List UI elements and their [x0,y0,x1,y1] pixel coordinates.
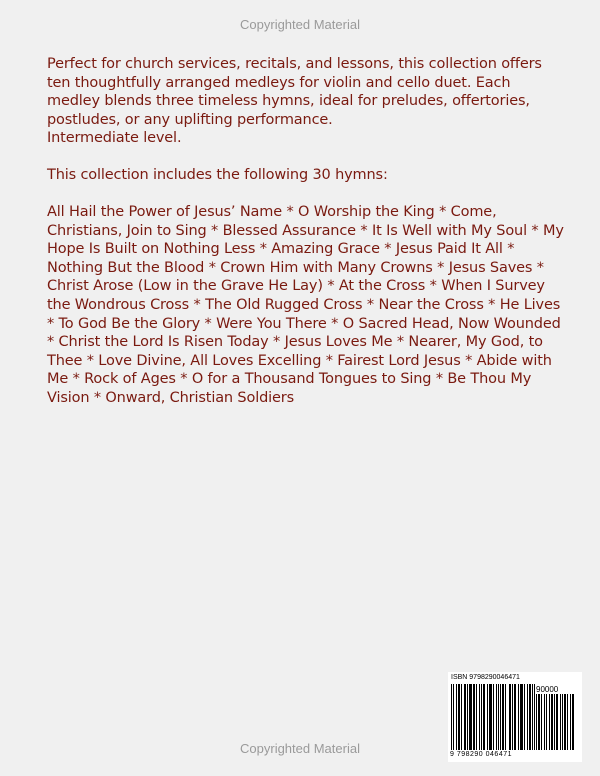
copyright-watermark-top: Copyrighted Material [240,17,360,32]
includes-heading: This collection includes the following 30 hymns: [47,167,388,183]
barcode-digits: 9 798290 046471 [450,751,512,758]
isbn-label: ISBN 9798290046471 [451,674,520,681]
copyright-watermark-bottom: Copyrighted Material [240,741,360,756]
hymn-list: All Hail the Power of Jesus’ Name * O Worship the King * Come, Christians, Join to Sing * Blessed Assurance * It Is Well with My Soul * My Hope Is Built on Nothing Less * Amazing Grace * Jesus Paid It All * Nothing But the Blood * Crown Him with Many Crowns * Jesus Saves * Christ Arose (Low in the Grave He Lay) * At the Cross * When I Survey the Wondrous Cross * The Old Rugged Cross * Near the Cross * He Lives * To God Be the Glory * Were You There * O Sacred Head, Now Wounded * Christ the Lord Is Risen Today * Jesus Loves Me * Nearer, My God, to Thee * Love Divine, All Loves Excelling * Fairest Lord Jesus * Abide with Me * Rock of Ages * O for a Thousand Tongues to Sing * Be Thou My Vision * Onward, Christian Soldiers [47,204,564,406]
level-line: Intermediate level. [47,130,182,146]
description-paragraph: Perfect for church services, recitals, and lessons, this collection offers ten thoughtfully arranged medleys for violin and cello duet. Each medley blends three timeless hymns, ideal for preludes, offertories, postludes, or any uplifting performance. [47,56,542,128]
price-code: 90000 [536,685,559,694]
